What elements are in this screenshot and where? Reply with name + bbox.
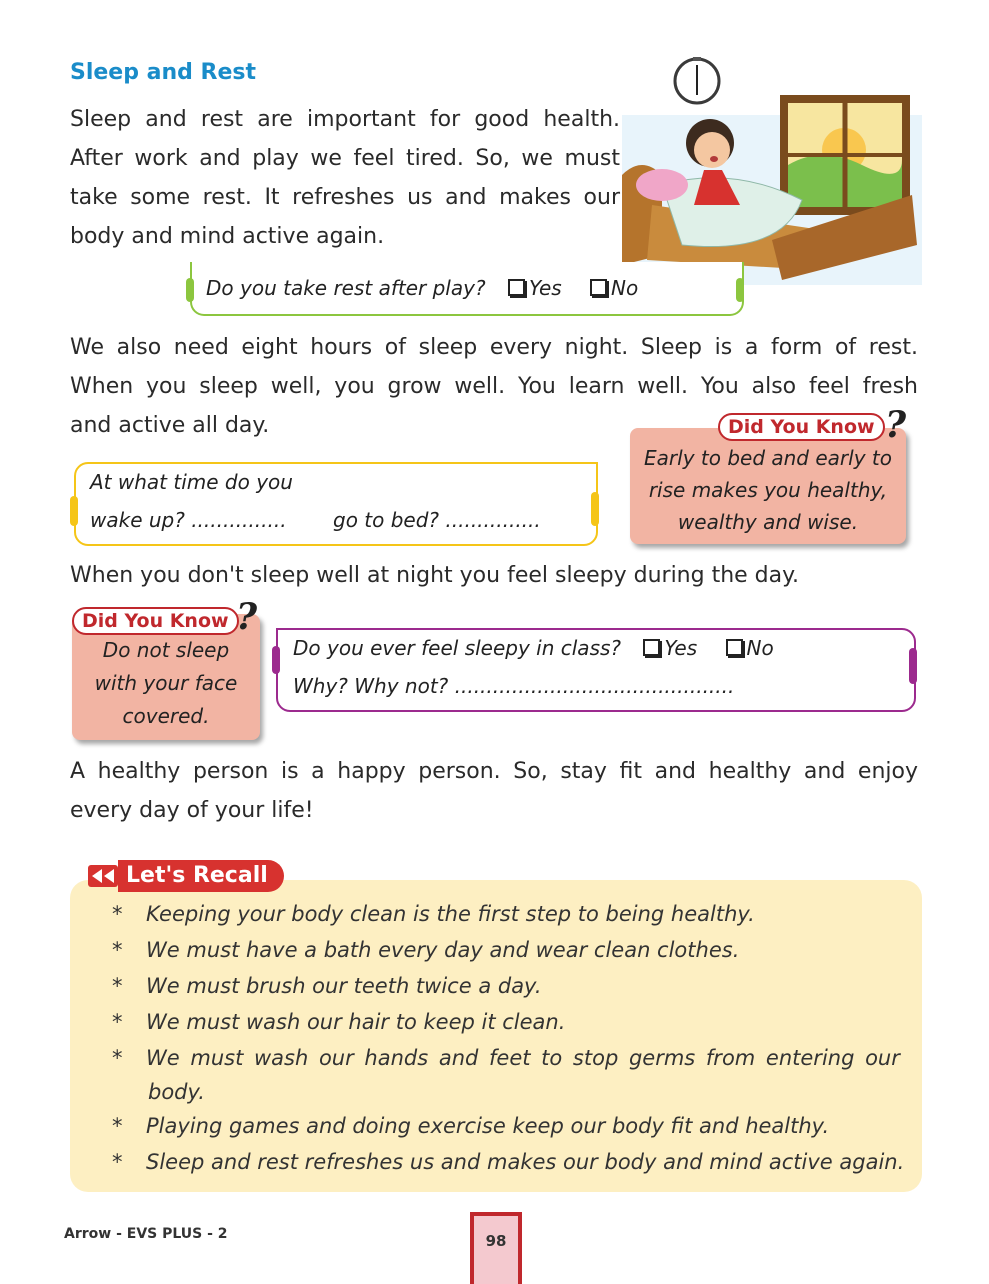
fact-line: covered.	[122, 704, 210, 728]
box-tab	[186, 278, 194, 302]
happy-line: A healthy person is a happy person. So, stay fit and healthy and enjoy	[70, 759, 918, 784]
recall-item: * We must brush our teeth twice a day.	[112, 974, 542, 998]
yes-label: Yes	[528, 276, 562, 300]
did-you-know-label: Did You Know	[72, 607, 239, 635]
sleepy-sentence: When you don't sleep well at night you feel sleepy during the day.	[70, 563, 799, 588]
no-checkbox[interactable]	[726, 639, 743, 656]
fact-line: Do not sleep	[102, 638, 230, 662]
happy-line: every day of your life!	[70, 798, 314, 823]
yes-checkbox[interactable]	[508, 279, 525, 296]
wake-up-field[interactable]: wake up? ...............	[90, 508, 287, 532]
window-sunrise-icon	[780, 95, 910, 215]
intro-line: take some rest. It refreshes us and makes our	[70, 185, 620, 210]
recall-item: * Sleep and rest refreshes us and makes our body and mind active again.	[112, 1150, 905, 1174]
question-times-line1: At what time do you	[90, 470, 293, 494]
fact-line: with your face	[94, 671, 238, 695]
yes-checkbox[interactable]	[643, 639, 660, 656]
question-rest-text: Do you take rest after play?	[206, 276, 486, 300]
box-tab	[591, 492, 599, 526]
question-sleepy	[293, 636, 774, 660]
recall-item: * We must have a bath every day and wear clean clothes.	[112, 938, 740, 962]
sleep-line: and active all day.	[70, 413, 270, 438]
question-sleepy-text: Do you ever feel sleepy in class?	[293, 636, 622, 660]
no-label: No	[611, 276, 639, 300]
why-answer-field[interactable]: Why? Why not? ............................................	[293, 674, 735, 698]
did-you-know-label: Did You Know	[718, 413, 885, 441]
girl-in-bed-illustration	[622, 55, 922, 285]
no-checkbox[interactable]	[590, 279, 607, 296]
box-tab	[272, 646, 280, 674]
fact-line: wealthy and wise.	[677, 510, 859, 534]
box-tab	[909, 648, 917, 684]
wall-clock-icon	[675, 57, 719, 103]
box-tab	[70, 496, 78, 526]
question-rest	[206, 276, 638, 300]
recall-item: * Playing games and doing exercise keep our body fit and healthy.	[112, 1114, 830, 1138]
intro-line: body and mind active again.	[70, 224, 385, 249]
recall-item: * Keeping your body clean is the first step to being healthy.	[112, 902, 755, 926]
rewind-icon	[88, 865, 118, 887]
did-you-know-card	[630, 428, 906, 544]
recall-item: * We must wash our hands and feet to stop germs from entering our	[112, 1046, 900, 1070]
recall-title: Let's Recall	[118, 860, 284, 892]
yes-label: Yes	[664, 636, 698, 660]
section-heading: Sleep and Rest	[70, 60, 257, 85]
fact-line: Early to bed and early to	[644, 446, 892, 470]
recall-item: * We must wash our hair to keep it clean.	[112, 1010, 566, 1034]
sleep-line: We also need eight hours of sleep every night. Sleep is a form of rest.	[70, 335, 918, 360]
question-mark-icon: ?	[236, 596, 258, 638]
sleep-line: When you sleep well, you grow well. You learn well. You also feel fresh	[70, 374, 918, 399]
happy-paragraph	[70, 752, 918, 830]
book-title: Arrow - EVS PLUS - 2	[64, 1226, 228, 1242]
recall-header	[88, 860, 284, 892]
intro-line: Sleep and rest are important for good health.	[70, 107, 620, 132]
page-number: 98	[470, 1212, 522, 1284]
question-mark-icon: ?	[885, 404, 907, 446]
go-to-bed-field[interactable]: go to bed? ...............	[333, 508, 541, 532]
intro-line: After work and play we feel tired. So, we must	[70, 146, 620, 171]
intro-paragraph	[70, 100, 620, 256]
recall-panel	[70, 880, 922, 1192]
no-label: No	[746, 636, 774, 660]
recall-item-continued: body.	[148, 1080, 205, 1104]
box-tab	[736, 278, 744, 302]
fact-line: rise makes you healthy,	[648, 478, 888, 502]
